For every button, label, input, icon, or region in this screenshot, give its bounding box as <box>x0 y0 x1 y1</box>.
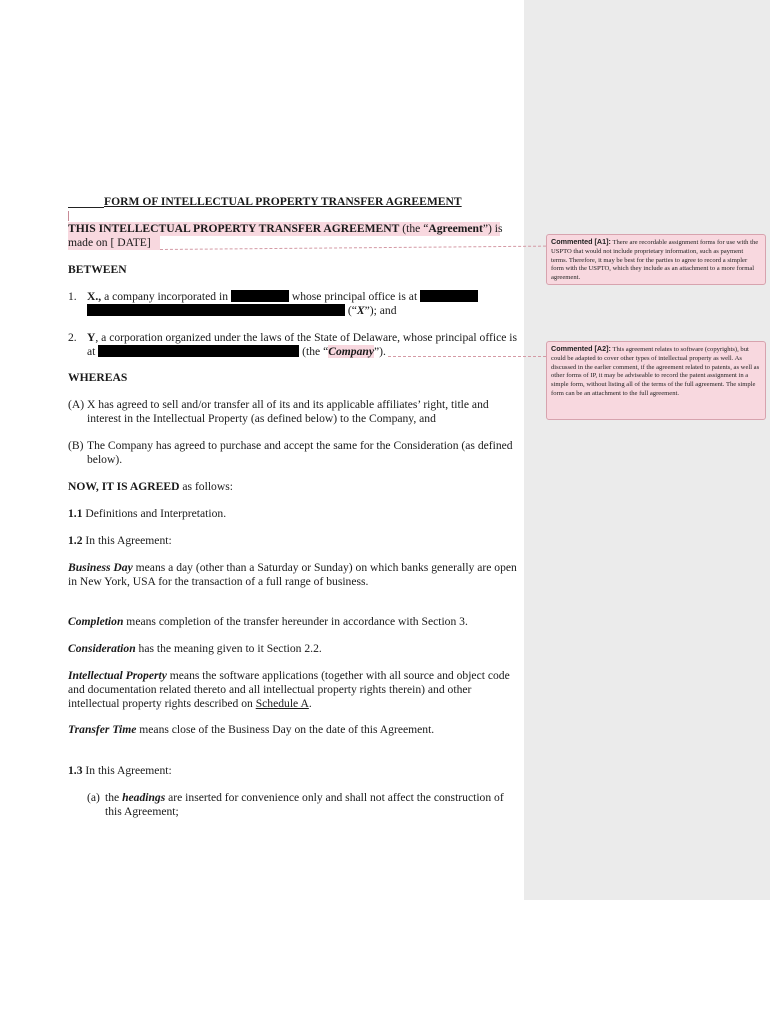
agreement-term: Agreement <box>428 222 483 235</box>
definition-ip-line2: and documentation related thereto and all intellectual property rights therein) and other <box>68 683 472 696</box>
party1-line2-text: (“ <box>345 304 357 317</box>
intro-paragraph-line2[interactable]: made on [ DATE] <box>68 236 160 250</box>
comment-connector-a1 <box>160 246 546 250</box>
item-a-label: (a) <box>87 791 100 804</box>
intro-end: ”) is <box>482 222 503 235</box>
comment-anchor-mark <box>68 211 69 221</box>
defined-term: Completion <box>68 615 124 628</box>
section-number: 1.1 <box>68 507 83 520</box>
definition-text: has the meaning given to it Section 2.2. <box>135 642 322 655</box>
section-number: 1.2 <box>68 534 83 547</box>
defined-term: Transfer Time <box>68 723 137 736</box>
party2-line2 <box>87 345 386 359</box>
definition-text: intellectual property rights described on <box>68 697 256 710</box>
item-a-pre: the <box>105 791 123 804</box>
section-1-3 <box>68 764 172 778</box>
redaction-block <box>231 290 289 302</box>
defined-term: headings <box>122 791 166 804</box>
recital-b-label: (B) <box>68 439 84 452</box>
definition-text: means close of the Business Day on the date of this Agreement. <box>136 723 435 736</box>
item-a-text: are inserted for convenience only and shall not affect the construction of <box>165 791 504 804</box>
party1-line2-tail: ”); and <box>364 304 397 317</box>
party1-line1 <box>87 290 478 304</box>
company-term[interactable]: Company <box>328 345 374 358</box>
party1-number: 1. <box>68 290 77 303</box>
party1-short-name: X <box>356 304 365 317</box>
comment-connector-a2 <box>388 356 546 357</box>
section-number: 1.3 <box>68 764 83 777</box>
definition-consideration <box>68 642 322 656</box>
party2-line1-text: , a corporation organized under the laws of the State of Delaware, whose principal office is <box>95 331 518 344</box>
party2-number: 2. <box>68 331 77 344</box>
comment-pane <box>524 0 770 900</box>
redaction-block <box>87 304 345 316</box>
recital-b-line2: below). <box>87 453 123 466</box>
now-agreed-bold: NOW, IT IS AGREED <box>68 480 180 493</box>
definition-ip-line3 <box>68 697 312 711</box>
section-1-2 <box>68 534 172 548</box>
definition-ip-line1 <box>68 669 510 683</box>
recital-a-line2: interest in the Intellectual Property (as defined below) to the Company, and <box>87 412 436 425</box>
comment-a1[interactable] <box>546 234 766 285</box>
recital-a-line1: X has agreed to sell and/or transfer all of its and its applicable affiliates’ right, title and <box>87 398 489 411</box>
defined-term: Consideration <box>68 642 136 655</box>
definition-text-end: . <box>308 697 312 710</box>
definition-text: means a day (other than a Saturday or Sunday) on which banks generally are open <box>132 561 517 574</box>
party2-at: at <box>87 345 96 358</box>
between-heading: BETWEEN <box>68 263 127 276</box>
intro-paragraph-line1[interactable] <box>68 222 503 236</box>
definition-business-day-line2: in New York, USA for the transaction of a full range of business. <box>68 575 369 588</box>
definition-transfer-time <box>68 723 434 737</box>
title-rule <box>68 207 104 208</box>
defined-term: Intellectual Property <box>68 669 167 682</box>
section-text: In this Agreement: <box>82 764 172 777</box>
item-a-line1 <box>105 791 504 805</box>
defined-term: Business Day <box>68 561 133 574</box>
comment-text: There are recordable assignment forms for use with the USPTO that would not include proprietary information, such as payment terms. Therefore, it may be best for the parties to agree to record a simpler form with the USPTO, which they include as an attachment to a more formal agreement. <box>551 239 759 282</box>
now-agreed-rest: as follows: <box>179 480 233 493</box>
definition-business-day-line1 <box>68 561 517 575</box>
section-text: Definitions and Interpretation. <box>82 507 227 520</box>
party2-name: Y <box>87 331 96 344</box>
schedule-a-link[interactable]: Schedule A <box>255 697 309 710</box>
definition-text: means completion of the transfer hereunder in accordance with Section 3. <box>123 615 468 628</box>
recital-a-label: (A) <box>68 398 85 411</box>
recital-b-line1: The Company has agreed to purchase and accept the same for the Consideration (as defined <box>87 439 513 452</box>
comment-text: This agreement relates to software (copyrights), but could be adapted to cover other types of intellectual property as well. As discussed in the earlier comment, if the agreement related to patents, as well as other forms of IP, it may be adviseable to record the patent assignment in a simple form, without listing all of the terms of the full agreement. The simple form can be an attachment to the full agreement. <box>551 346 760 397</box>
section-1-1 <box>68 507 226 521</box>
comment-a2[interactable] <box>546 341 766 420</box>
intro-mid: (the “ <box>399 222 429 235</box>
section-text: In this Agreement: <box>82 534 172 547</box>
intro-bold: THIS INTELLECTUAL PROPERTY TRANSFER AGREEMENT <box>68 222 400 235</box>
item-a-line2: this Agreement; <box>105 805 179 818</box>
definition-completion <box>68 615 468 629</box>
redaction-block <box>98 345 299 357</box>
comment-author: Commented [A1]: <box>551 237 611 246</box>
party1-text2: whose principal office is at <box>288 290 421 303</box>
party2-line1 <box>87 331 517 345</box>
redaction-block <box>420 290 478 302</box>
document-title: FORM OF INTELLECTUAL PROPERTY TRANSFER AGREEMENT <box>104 195 462 208</box>
party2-line2-mid: (the “ <box>299 345 329 358</box>
definition-text: means the software applications (together with all source and object code <box>166 669 510 682</box>
comment-author: Commented [A2]: <box>551 344 611 353</box>
party2-line2-end: ”). <box>374 345 386 358</box>
party1-name: X., <box>87 290 102 303</box>
whereas-heading: WHEREAS <box>68 371 128 384</box>
party1-text1: a company incorporated in <box>101 290 231 303</box>
party1-line2 <box>87 304 397 318</box>
now-agreed-line <box>68 480 233 494</box>
